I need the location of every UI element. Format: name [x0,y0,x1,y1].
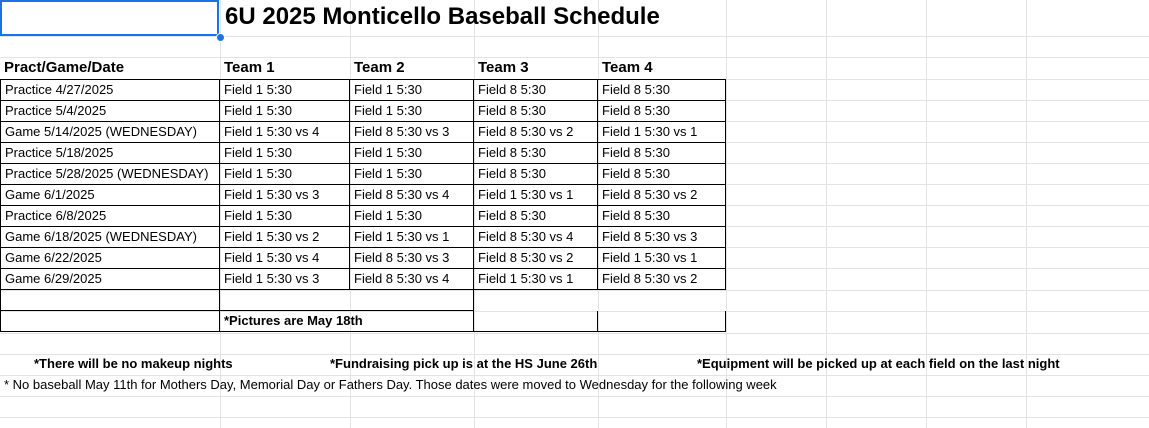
empty-cell[interactable] [220,290,474,311]
table-cell[interactable]: Field 1 5:30 vs 1 [474,269,598,290]
column-header-1[interactable]: Team 1 [220,57,350,80]
table-cell[interactable]: Field 8 5:30 [474,143,598,164]
table-cell[interactable]: Field 8 5:30 vs 4 [350,185,474,206]
table-cell[interactable]: Field 8 5:30 [474,101,598,122]
gridline-horizontal [0,417,1149,418]
table-cell[interactable]: Field 1 5:30 [350,164,474,185]
table-cell[interactable]: Field 8 5:30 vs 2 [598,269,726,290]
pictures-note[interactable]: *Pictures are May 18th [220,311,474,332]
empty-cell[interactable] [598,311,726,332]
note-equipment[interactable]: *Equipment will be picked up at each field on the last night [697,356,1060,371]
table-cell[interactable]: Field 8 5:30 vs 3 [598,227,726,248]
table-cell[interactable]: Field 8 5:30 [474,164,598,185]
empty-cell[interactable] [0,290,220,311]
table-cell[interactable]: Field 1 5:30 [350,143,474,164]
table-cell[interactable]: Field 1 5:30 [350,101,474,122]
gridline-horizontal [0,333,1149,334]
table-cell[interactable]: Field 1 5:30 vs 1 [598,248,726,269]
table-cell[interactable]: Field 1 5:30 [220,80,350,101]
table-cell[interactable]: Field 8 5:30 [598,164,726,185]
table-cell[interactable]: Field 8 5:30 [474,206,598,227]
table-cell[interactable]: Field 8 5:30 [598,143,726,164]
row-date-cell[interactable]: Practice 5/18/2025 [0,143,220,164]
sheet-title[interactable]: 6U 2025 Monticello Baseball Schedule [225,3,660,30]
table-cell[interactable]: Field 1 5:30 [220,206,350,227]
note-makeup[interactable]: *There will be no makeup nights [34,356,233,371]
table-cell[interactable]: Field 1 5:30 [350,80,474,101]
table-cell[interactable]: Field 8 5:30 vs 4 [474,227,598,248]
table-cell[interactable]: Field 8 5:30 [598,101,726,122]
column-header-4[interactable]: Team 4 [598,57,726,80]
table-cell[interactable]: Field 8 5:30 vs 3 [350,248,474,269]
footnote[interactable]: * No baseball May 11th for Mothers Day, Memorial Day or Fathers Day. Those dates were moved to Wednesday for the following week [4,377,777,392]
table-cell[interactable]: Field 1 5:30 vs 1 [350,227,474,248]
table-cell[interactable]: Field 1 5:30 vs 3 [220,269,350,290]
row-date-cell[interactable]: Practice 5/28/2025 (WEDNESDAY) [0,164,220,185]
table-cell[interactable]: Field 1 5:30 [220,143,350,164]
table-cell[interactable]: Field 1 5:30 [350,206,474,227]
column-header-0[interactable]: Pract/Game/Date [0,57,220,80]
table-cell[interactable]: Field 1 5:30 [220,101,350,122]
table-cell[interactable]: Field 8 5:30 vs 2 [474,122,598,143]
table-cell[interactable]: Field 1 5:30 vs 2 [220,227,350,248]
table-cell[interactable]: Field 8 5:30 vs 2 [474,248,598,269]
row-date-cell[interactable]: Practice 4/27/2025 [0,80,220,101]
gridline-horizontal [0,36,1149,37]
selected-cell-a1[interactable] [0,0,219,36]
row-date-cell[interactable]: Practice 6/8/2025 [0,206,220,227]
row-date-cell[interactable]: Game 6/22/2025 [0,248,220,269]
table-cell[interactable]: Field 8 5:30 [474,80,598,101]
gridline-horizontal [0,396,1149,397]
row-date-cell[interactable]: Game 6/18/2025 (WEDNESDAY) [0,227,220,248]
row-date-cell[interactable]: Game 6/1/2025 [0,185,220,206]
column-header-2[interactable]: Team 2 [350,57,474,80]
empty-cell[interactable] [0,311,220,332]
table-cell[interactable]: Field 1 5:30 vs 3 [220,185,350,206]
table-cell[interactable]: Field 8 5:30 [598,80,726,101]
row-date-cell[interactable]: Practice 5/4/2025 [0,101,220,122]
table-cell[interactable]: Field 1 5:30 vs 1 [598,122,726,143]
table-cell[interactable]: Field 1 5:30 [220,164,350,185]
row-date-cell[interactable]: Game 5/14/2025 (WEDNESDAY) [0,122,220,143]
table-cell[interactable]: Field 8 5:30 vs 3 [350,122,474,143]
table-cell[interactable]: Field 1 5:30 vs 4 [220,122,350,143]
row-date-cell[interactable]: Game 6/29/2025 [0,269,220,290]
empty-cell[interactable] [474,311,598,332]
note-fundraising[interactable]: *Fundraising pick up is at the HS June 26th [330,356,598,371]
table-cell[interactable]: Field 8 5:30 [598,206,726,227]
table-cell[interactable]: Field 1 5:30 vs 4 [220,248,350,269]
table-cell[interactable]: Field 8 5:30 vs 4 [350,269,474,290]
table-cell[interactable]: Field 1 5:30 vs 1 [474,185,598,206]
table-cell[interactable]: Field 8 5:30 vs 2 [598,185,726,206]
column-header-3[interactable]: Team 3 [474,57,598,80]
